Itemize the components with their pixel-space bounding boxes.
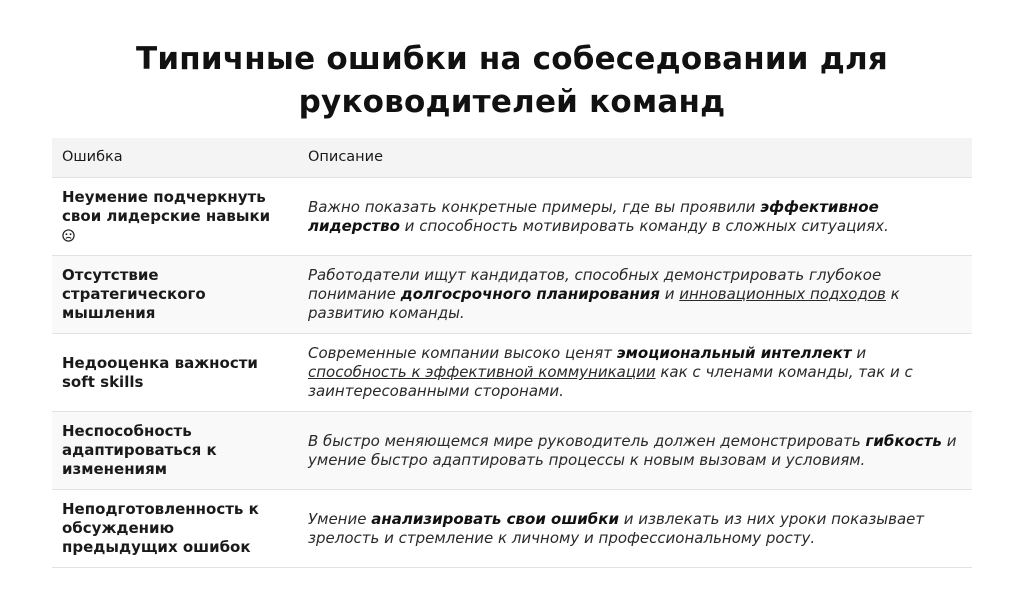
table-row: [52, 256, 972, 334]
table-row: [52, 490, 972, 568]
page-title: [0, 38, 1024, 124]
link-communication[interactable]: способность к эффективной коммуникации: [308, 363, 656, 381]
table-row: [52, 412, 972, 490]
header-error: Ошибка: [62, 149, 123, 165]
row-description: Важно показать конкретные примеры, где вы проявили эффективное лидерство и способность мотивировать команду в сложных ситуациях.: [308, 197, 889, 235]
table-header-row: [52, 138, 972, 178]
title-line-2: руководителей команд: [298, 84, 726, 120]
table-row: [52, 334, 972, 412]
row-error: Неспособность адаптироваться к изменениям: [62, 422, 217, 478]
row-description: Работодатели ищут кандидатов, способных демонстрировать глубокое понимание долгосрочного планирования и инновационных подходов к развитию команды.: [308, 266, 900, 322]
errors-table: [52, 138, 972, 568]
row-error: Недооценка важности soft skills: [62, 353, 258, 391]
link-innovative-approaches[interactable]: инновационных подходов: [679, 285, 886, 303]
row-description: Умение анализировать свои ошибки и извлекать из них уроки показывает зрелость и стремление к личному и профессиональному росту.: [308, 509, 925, 547]
worried-face-icon: [62, 229, 75, 242]
row-error: Неподготовленность к обсуждению предыдущих ошибок: [62, 500, 259, 556]
row-description: Современные компании высоко ценят эмоциональный интеллект и способность к эффективной коммуникации как с членами команды, так и с заинтересованными сторонами.: [308, 344, 913, 400]
table-row: [52, 178, 972, 256]
row-description: В быстро меняющемся мире руководитель должен демонстрировать гибкость и умение быстро адаптировать процессы к новым вызовам и условиям.: [308, 431, 957, 469]
row-error: Неумение подчеркнуть свои лидерские навыки: [52, 188, 300, 245]
title-line-1: Типичные ошибки на собеседовании для: [136, 41, 888, 77]
header-description: Описание: [308, 149, 383, 165]
row-error: Отсутствие стратегического мышления: [62, 266, 206, 322]
